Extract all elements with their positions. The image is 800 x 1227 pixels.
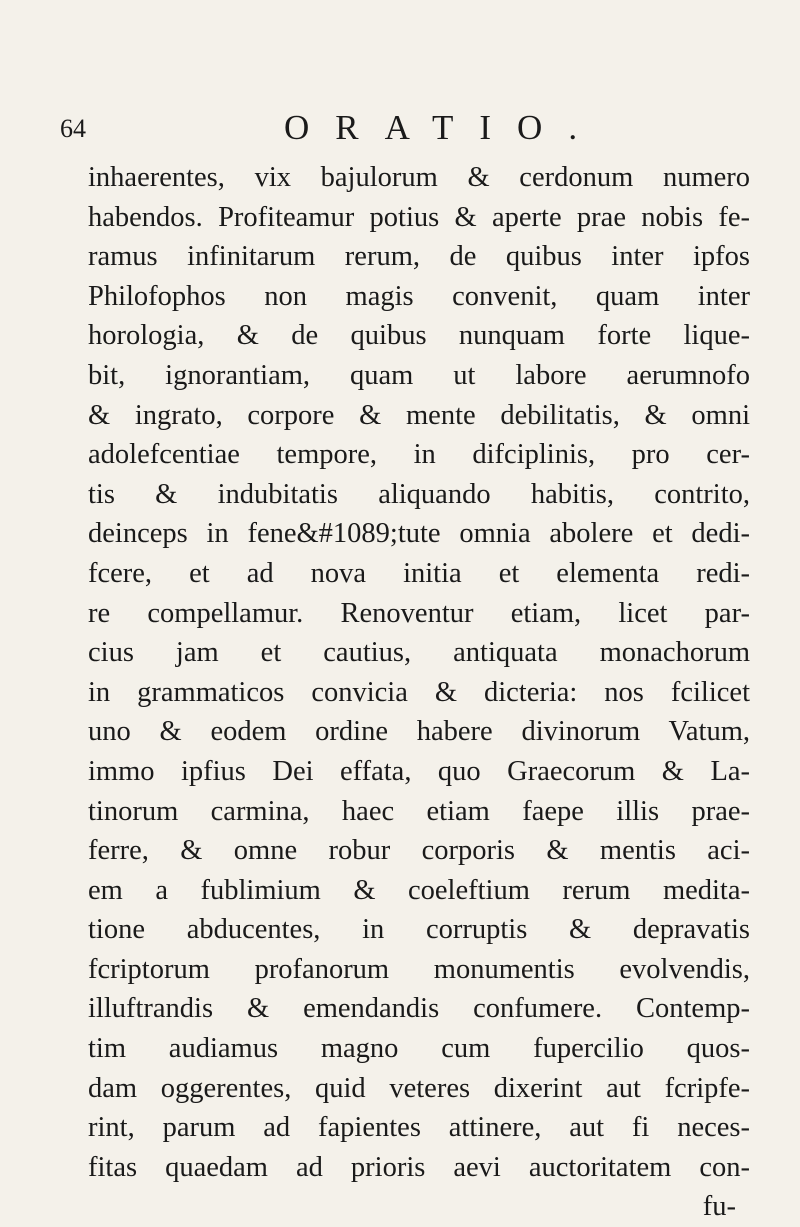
- text-line: deinceps in fene&#1089;tute omnia abolere et dedi-: [88, 518, 750, 550]
- text-line: ferre, & omne robur corporis & mentis aci-: [88, 835, 750, 867]
- running-title: ORATIO.: [284, 108, 604, 147]
- text-line: tim audiamus magno cum fupercilio quos-: [88, 1033, 750, 1065]
- text-line: ramus infinitarum rerum, de quibus inter ipfos: [88, 241, 750, 273]
- text-line: & ingrato, corpore & mente debilitatis, & omni: [88, 399, 750, 431]
- text-line: cius jam et cautius, antiquata monachorum: [88, 637, 750, 669]
- page-number: 64: [60, 114, 86, 143]
- text-line: uno & eodem ordine habere divinorum Vatum,: [88, 716, 750, 748]
- text-line: em a fublimium & coeleftium rerum medita-: [88, 874, 750, 906]
- text-line: fitas quaedam ad prioris aevi auctoritatem con-: [88, 1151, 750, 1183]
- text-line: Philofophos non magis convenit, quam inter: [88, 280, 750, 312]
- page-header: [60, 108, 780, 154]
- text-line: tinorum carmina, haec etiam faepe illis prae-: [88, 795, 750, 827]
- text-line: immo ipfius Dei effata, quo Graecorum & La-: [88, 755, 750, 787]
- body-text: [88, 158, 750, 1227]
- text-line: bit, ignorantiam, quam ut labore aerumnofo: [88, 359, 750, 391]
- text-line: fcere, et ad nova initia et elementa redi-: [88, 557, 750, 589]
- text-line: inhaerentes, vix bajulorum & cerdonum numero: [88, 162, 750, 193]
- text-line: adolefcentiae tempore, in difciplinis, pro cer-: [88, 439, 750, 471]
- text-line: rint, parum ad fapientes attinere, aut fi neces-: [88, 1112, 750, 1144]
- text-line: habendos. Profiteamur potius & aperte prae nobis fe-: [88, 201, 750, 233]
- text-line: re compellamur. Renoventur etiam, licet par-: [88, 597, 750, 629]
- text-line: fcriptorum profanorum monumentis evolvendis,: [88, 953, 750, 985]
- catchword: fu-: [702, 1191, 736, 1223]
- text-line: illuftrandis & emendandis confumere. Contemp-: [88, 993, 750, 1025]
- text-line: horologia, & de quibus nunquam forte lique-: [88, 320, 750, 352]
- text-line: dam oggerentes, quid veteres dixerint aut fcripfe-: [88, 1072, 750, 1104]
- text-line: in grammaticos convicia & dicteria: nos fcilicet: [88, 676, 750, 708]
- text-line: tione abducentes, in corruptis & depravatis: [88, 914, 750, 946]
- text-line: tis & indubitatis aliquando habitis, contrito,: [88, 478, 750, 510]
